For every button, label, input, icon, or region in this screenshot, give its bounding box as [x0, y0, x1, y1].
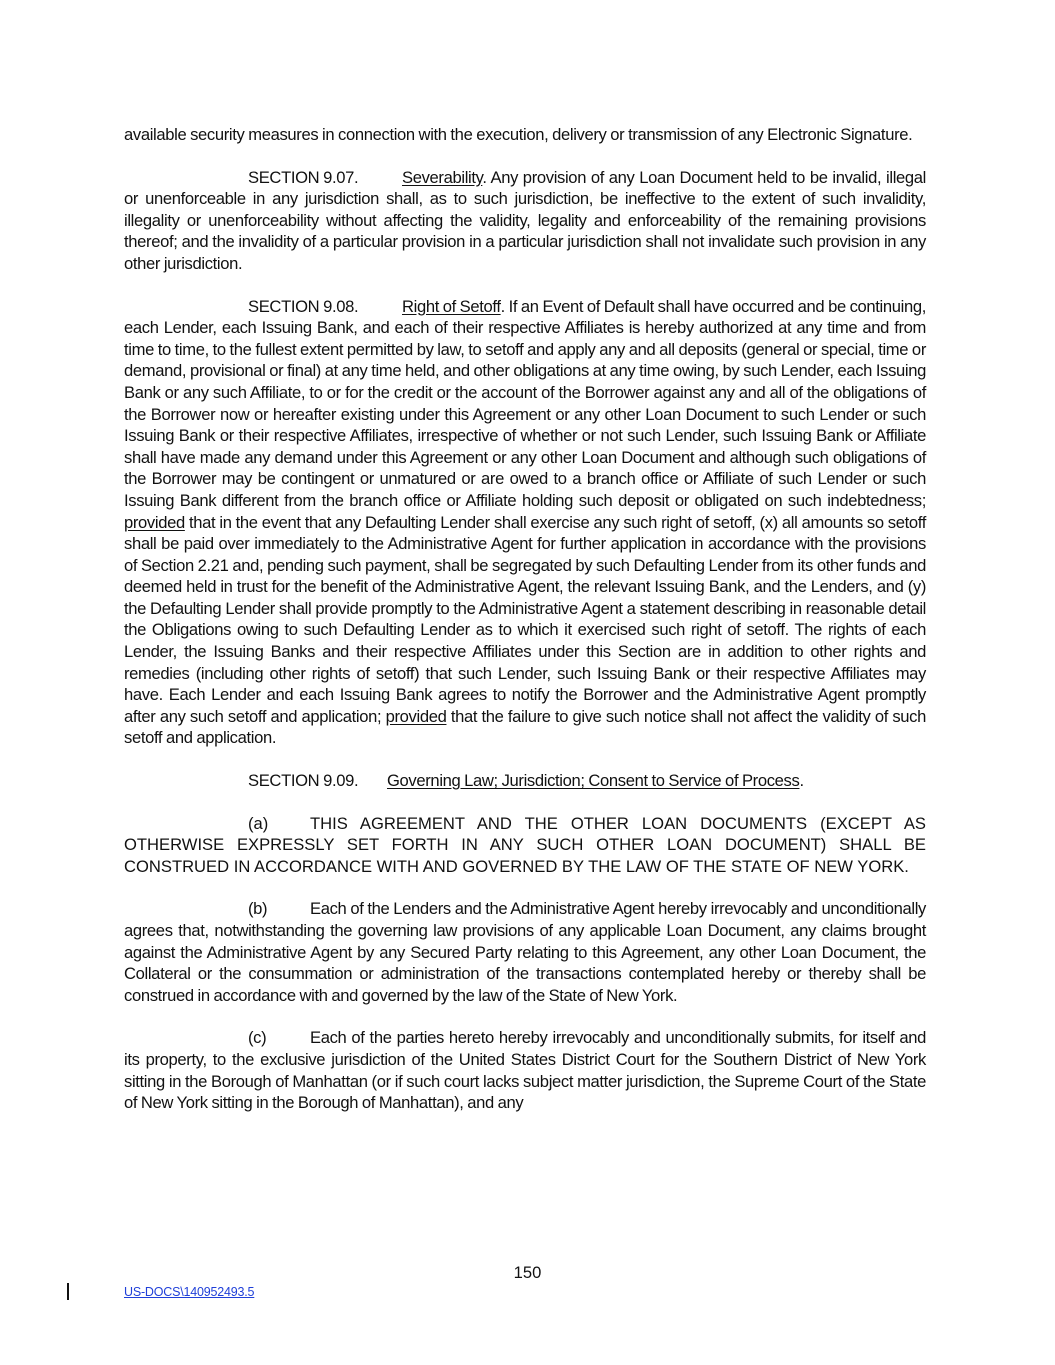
section-9-07: SECTION 9.07. Severability. Any provision of any Loan Document held to be invalid, illegal or unenforceable in any jurisdiction shall, as to such jurisdiction, be ineffective to the extent of such invalidity, illegality or unenforceability without affecting the validity, legality and enforceability of the remaining provisions thereof; and the invalidity of a particular provision in a particular jurisdiction shall not invalidate such provision in any other jurisdiction. [124, 167, 927, 273]
subsection-label: (b) [248, 899, 268, 919]
section-text-part-2: that in the event that any Defaulting Lender shall exercise any such right of setoff, (x) all amounts so setoff shall be paid over immediately to the Administrative Agent for further application in accordance with the provisions of Section 2.21 and, pending such payment, shall be segregated by such Defaulting Lender from its other funds and deemed held in trust for the benefit of the Administrative Agent, the relevant Issuing Bank, and the Lenders, and (y) the Defaulting Lender shall provide promptly to the Administrative Agent a statement describing in reasonable detail the Obligations owing to such Defaulting Lender as to which it exercised such right of setoff. The rights of each Lender, the Issuing Banks and their respective Affiliates under this Section are in addition to other rights and remedies (including other rights of setoff) that such Lender, such Issuing Bank or their respective Affiliates may have. Each Lender and each Issuing Bank agrees to notify the Borrower and the Administrative Agent promptly after any such setoff and application; [124, 512, 926, 726]
subsection-text: THIS AGREEMENT AND THE OTHER LOAN DOCUMENTS (EXCEPT AS OTHERWISE EXPRESSLY SET FORTH IN ANY SUCH OTHER LOAN DOCUMENT) SHALL BE CONSTRUED IN ACCORDANCE WITH AND GOVERNED BY THE LAW OF THE STATE OF NEW YORK. [124, 813, 926, 876]
subsection-c [124, 1027, 926, 1113]
revision-bar [67, 1283, 69, 1300]
provided-term: provided [385, 706, 447, 726]
subsection-text: Each of the Lenders and the Administrative Agent hereby irrevocably and unconditionally agrees that, notwithstanding the governing law provisions of any applicable Loan Document, any claims brought against the Administrative Agent by any Secured Party relating to this Agreement, any other Loan Document, the Collateral or the consummation or administration of the transactions contemplated hereby or thereby shall be construed in accordance with and governed by the law of the State of New York. [124, 899, 926, 1005]
section-text: Any provision of any Loan Document held to be invalid, illegal or unenforceable in any jurisdiction shall, as to such jurisdiction, be ineffective to the extent of such invalidity, illegality or unenforceability without affecting the validity, legality and enforceability of the remaining provisions thereof; and the invalidity of a particular provision in a particular jurisdiction shall not invalidate such provision in any other jurisdiction. [124, 167, 927, 273]
document-body [124, 124, 926, 1135]
subsection-label: (a) [248, 813, 269, 833]
section-9-08: SECTION 9.08. Right of Setoff. If an Event of Default shall have occurred and be continuing, each Lender, each Issuing Bank, and each of their respective Affiliates is hereby authorized at any time and from time to time, to the fullest extent permitted by law, to setoff and apply any and all deposits (general or special, time or demand, provisional or final) at any time held, and other obligations at any time owing, by such Lender, each Issuing Bank or any such Affiliate, to or for the credit or the account of the Borrower against any and all of the obligations of the Borrower now or hereafter existing under this Agreement or any other Loan Document to such Lender or such Issuing Bank or their respective Affiliates, irrespective of whether or not such Lender, such Issuing Bank or Affiliate shall have made any demand under this Agreement or any other Loan Document and although such obligations of the Borrower may be contingent or unmatured or are owed to a branch office or Affiliate of such Lender or such Issuing Bank different from the branch office or Affiliate holding such deposit or obligated on such indebtedness; provided that in the event that any Defaulting Lender shall exercise any such right of setoff, (x) all amounts so setoff shall be paid over immediately to the Administrative Agent for further application in accordance with the provisions of Section 2.21 and, pending such payment, shall be segregated by such Defaulting Lender from its other funds and deemed held in trust for the benefit of the Administrative Agent, the relevant Issuing Bank, and the Lenders, and (y) the Defaulting Lender shall provide promptly to the Administrative Agent a statement describing in reasonable detail the Obligations owing to such Defaulting Lender as to which it exercised such right of setoff. The rights of each Lender, the Issuing Banks and their respective Affiliates under this Section are in addition to other rights and remedies (including other rights of setoff) that such Lender, such Issuing Bank or their respective Affiliates may have. Each Lender and each Issuing Bank agrees to notify the Borrower and the Administrative Agent promptly after any such setoff and application; provided that the failure to give such notice shall not affect the validity of such setoff and application. [124, 296, 926, 748]
subsection-a [124, 813, 926, 878]
section-number: SECTION 9.09. [248, 771, 359, 791]
page-number: 150 [513, 1263, 542, 1282]
section-title: Governing Law; Jurisdiction; Consent to Service of Process [387, 771, 800, 791]
section-9-09: SECTION 9.09. Governing Law; Jurisdiction; Consent to Service of Process. [248, 771, 804, 791]
document-id-link[interactable]: US-DOCS\140952493.5 [124, 1285, 255, 1299]
section-number: SECTION 9.07. [248, 167, 359, 187]
section-title: Right of Setoff [402, 296, 501, 316]
subsection-text: Each of the parties hereto hereby irrevocably and unconditionally submits, for itself and its property, to the exclusive jurisdiction of the United States District Court for the Southern District of New York sitting in the Borough of Manhattan (or if such court lacks subject matter jurisdiction, the Supreme Court of the State of New York sitting in the Borough of Manhattan), and any [124, 1028, 926, 1113]
section-text-part-1: If an Event of Default shall have occurred and be continuing, each Lender, each Issuing Bank, and each of their respective Affiliates is hereby authorized at any time and from time to time, to the fullest extent permitted by law, to setoff and apply any and all deposits (general or special, time or demand, provisional or final) at any time held, and other obligations at any time owing, by such Lender, each Issuing Bank or any such Affiliate, to or for the credit or the account of the Borrower against any and all of the obligations of the Borrower now or hereafter existing under this Agreement or any other Loan Document to such Lender or such Issuing Bank or their respective Affiliates, irrespective of whether or not such Lender, such Issuing Bank or Affiliate shall have made any demand under this Agreement or any other Loan Document and although such obligations of the Borrower may be contingent or unmatured or are owed to a branch office or Affiliate of such Lender or such Issuing Bank different from the branch office or Affiliate holding such deposit or obligated on such indebtedness; [124, 296, 926, 510]
section-title: Severability [402, 167, 483, 187]
subsection-label: (c) [248, 1028, 267, 1048]
subsection-b [124, 898, 926, 1006]
section-number: SECTION 9.08. [248, 296, 359, 316]
provided-term: provided [124, 512, 185, 532]
section-text-part-3: that the failure to give such notice shall not affect the validity of such setoff and application. [124, 706, 926, 748]
intro-paragraph: available security measures in connection with the execution, delivery or transmission of any Electronic Signature. [124, 125, 913, 144]
